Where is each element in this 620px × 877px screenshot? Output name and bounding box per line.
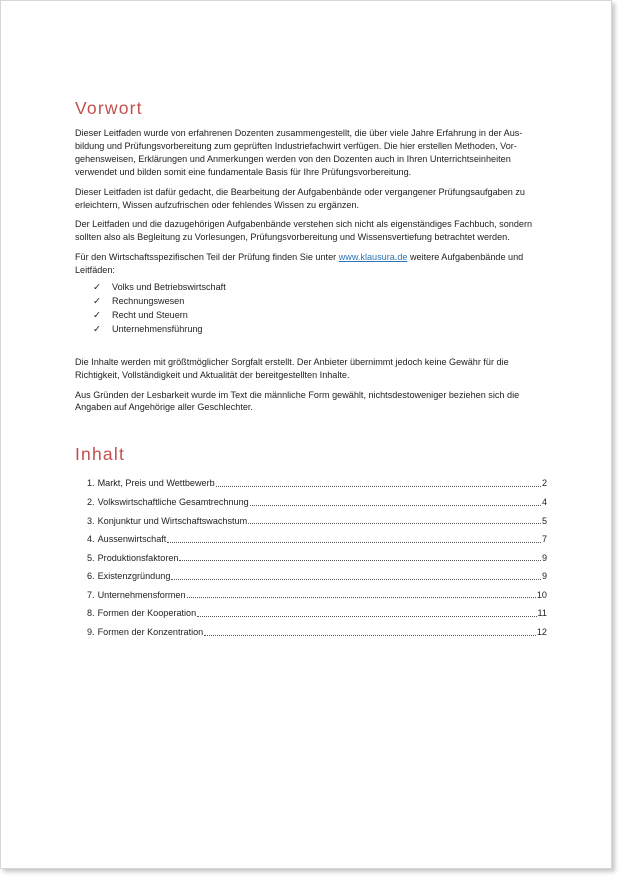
toc-entry-page: 12 (536, 627, 547, 638)
toc-entry-label: Produktionsfaktoren (97, 552, 179, 563)
toc-entry-number: 5. (87, 552, 95, 563)
toc-entry-number: 1. (87, 478, 95, 489)
check-icon: ✓ (93, 323, 101, 335)
toc-leader-dots (187, 597, 536, 598)
checklist-item (93, 309, 547, 323)
toc-entry-1[interactable] (87, 477, 547, 496)
toc-entry-label: Aussenwirtschaft (97, 534, 167, 545)
paragraph-text-before-link: Für den Wirtschaftsspezifischen Teil der Prüfung finden Sie unter (75, 252, 339, 263)
checklist-item-label: Volks und Betriebswirtschaft (112, 282, 226, 293)
toc-entry-page: 5 (541, 515, 547, 526)
toc-entry-6[interactable] (87, 570, 547, 589)
checklist (93, 281, 547, 337)
toc-entry-3[interactable] (87, 515, 547, 534)
toc-entry-number: 8. (87, 608, 95, 619)
toc-entry-label: Formen der Konzentration (97, 627, 204, 638)
toc-entry-label: Markt, Preis und Wettbewerb (97, 478, 215, 489)
toc-entry-page: 9 (541, 552, 547, 563)
toc-entry-page: 2 (541, 478, 547, 489)
check-icon: ✓ (93, 309, 101, 321)
check-icon: ✓ (93, 295, 101, 307)
inhalt-heading: Inhalt (75, 444, 126, 465)
table-of-contents (87, 477, 547, 644)
checklist-item-label: Unternehmensführung (112, 323, 203, 334)
toc-entry-2[interactable] (87, 496, 547, 515)
toc-entry-number: 3. (87, 515, 95, 526)
vorwort-paragraph-5: Die Inhalte werden mit größtmöglicher Sorgfalt erstellt. Der Anbieter übernimmt jedoch keine Gewähr für die Richtigkeit, Vollständigkeit und Aktualität der bereitgestellten Inhalte. (75, 356, 509, 380)
toc-leader-dots (250, 505, 541, 506)
toc-leader-dots (248, 523, 541, 524)
toc-entry-label: Volkswirtschaftliche Gesamtrechnung (97, 496, 249, 507)
toc-entry-4[interactable] (87, 533, 547, 552)
check-icon: ✓ (93, 282, 101, 294)
toc-entry-label: Existenzgründung (97, 571, 171, 582)
paragraph-text-after-link: weitere Aufgabenbände und Leitfäden: (75, 252, 524, 276)
toc-entry-label: Konjunktur und Wirtschaftswachstum (97, 515, 248, 526)
checklist-item-label: Recht und Steuern (112, 309, 188, 320)
checklist-item-label: Rechnungswesen (112, 295, 185, 306)
toc-entry-page: 9 (541, 571, 547, 582)
toc-entry-page: 4 (541, 496, 547, 507)
toc-leader-dots (197, 616, 536, 617)
toc-entry-page: 7 (541, 534, 547, 545)
vorwort-paragraph-4 (75, 251, 547, 277)
toc-leader-dots (216, 486, 541, 487)
checklist-item (93, 295, 547, 309)
toc-leader-dots (171, 579, 541, 580)
toc-leader-dots (167, 542, 541, 543)
toc-entry-page: 10 (536, 589, 547, 600)
vorwort-heading: Vorwort (75, 98, 143, 118)
checklist-item (93, 323, 547, 337)
vorwort-paragraph-1: Dieser Leitfaden wurde von erfahrenen Dozenten zusammengestellt, die über viele Jahre Erfahrung in der Aus-bildung und Prüfungsvorbereitung zum geprüften Industriefachwirt verfügen. Die hier erstellen Methoden, Vor-gehensweisen, Erklärungen und Anmerkungen werden von den Dozenten auch in Ihren Unterrichtseinheiten verwendet und bilden somit eine fundamentale Basis für Ihre Prüfungsvorbereitung. (75, 128, 523, 177)
toc-entry-number: 6. (87, 571, 95, 582)
vorwort-paragraph-3: Der Leitfaden und die dazugehörigen Aufgabenbände verstehen sich nicht als eigenständiges Fachbuch, sondern sollten also als Begleitung zu Vorlesungen, Prüfungsvorbereitung und Wissensvertiefung betrachtet werden. (75, 219, 533, 243)
toc-entry-5[interactable] (87, 552, 547, 571)
toc-entry-label: Formen der Kooperation (97, 608, 197, 619)
checklist-item (93, 281, 547, 295)
toc-leader-dots (204, 635, 536, 636)
toc-entry-number: 7. (87, 589, 95, 600)
toc-entry-number: 2. (87, 496, 95, 507)
toc-entry-label: Unternehmensformen (97, 589, 186, 600)
toc-entry-7[interactable] (87, 589, 547, 608)
toc-entry-9[interactable] (87, 626, 547, 645)
vorwort-paragraph-6: Aus Gründen der Lesbarkeit wurde im Text die männliche Form gewählt, nichtsdestoweniger beziehen sich die Angaben auf Angehörige aller Geschlechter. (75, 389, 520, 413)
toc-entry-number: 9. (87, 627, 95, 638)
toc-entry-page: 11 (537, 608, 547, 619)
klausura-link[interactable]: www.klausura.de (338, 252, 408, 263)
toc-leader-dots (179, 560, 540, 561)
page-content (75, 97, 547, 645)
toc-entry-8[interactable] (87, 607, 547, 626)
toc-entry-number: 4. (87, 534, 95, 545)
vorwort-paragraph-2: Dieser Leitfaden ist dafür gedacht, die Bearbeitung der Aufgabenbände oder vergangener Prüfungsaufgaben zu erleichtern, Wissen aufzufrischen oder fehlendes Wissen zu ergänzen. (75, 186, 525, 210)
